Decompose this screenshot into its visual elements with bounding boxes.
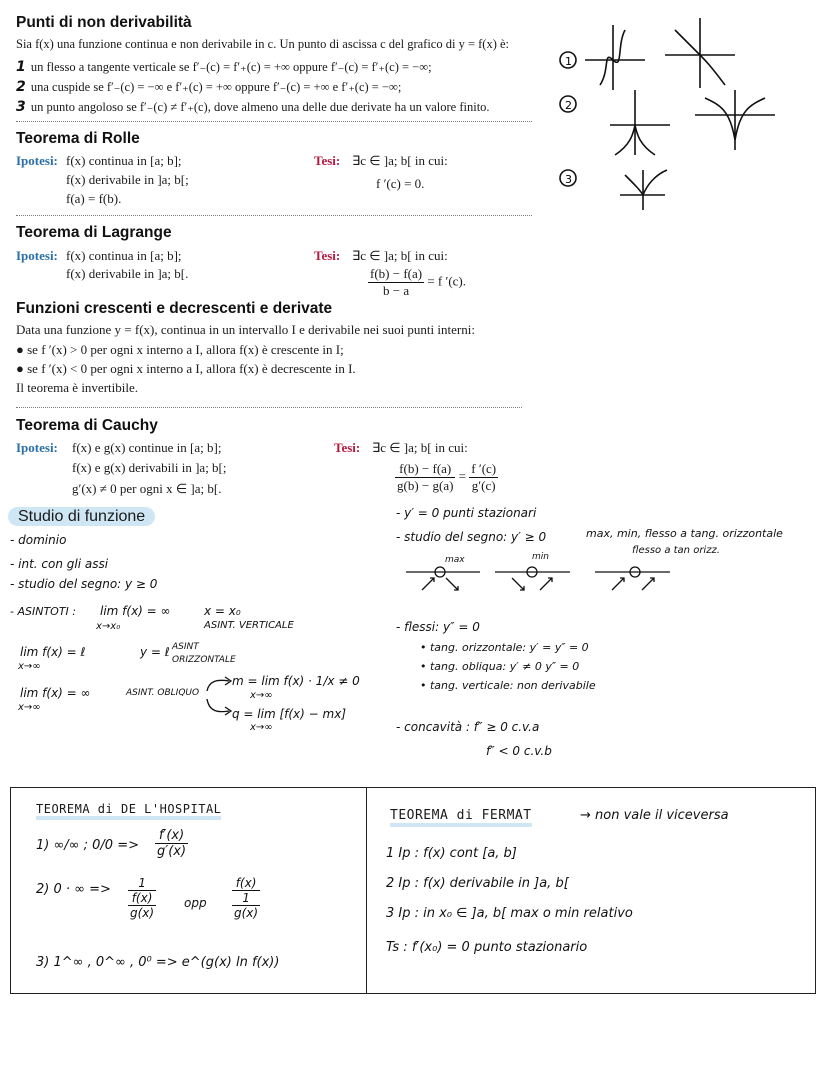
fraction-denominator: g(x) (234, 906, 259, 920)
fermat-title-text: TEOREMA di FERMAT (390, 808, 532, 827)
item-number: 2 (16, 79, 26, 95)
fraction-inner: 1 (232, 891, 260, 906)
min-label: min (532, 552, 549, 562)
horizontal-asymptote-eq: y = ℓ (140, 645, 170, 659)
item-text: un flesso a tangente verticale se f′₋(c) = f′₊(c) = +∞ oppure f′₋(c) = f′₊(c) = −∞; (30, 60, 432, 74)
inflection-vertical: • tang. verticale: non derivabile (420, 679, 596, 692)
oblique-limit: lim f(x) = ∞ (20, 686, 91, 700)
fermat-title (390, 808, 532, 823)
inflection-points: - flessi: y″ = 0 (396, 620, 480, 634)
inflection-horizontal: • tang. orizzontale: y′ = y″ = 0 (420, 641, 589, 654)
item-text: un punto angoloso se f′₋(c) ≠ f′₊(c), dove almeno una delle due derivate ha un valore finito. (30, 100, 490, 114)
monotonic-intro: Data una funzione y = f(x), continua in un intervallo I e derivabile nei suoi punti interni: (16, 322, 475, 337)
vertical-limit-sub: x→x₀ (96, 621, 121, 632)
equals-sign: = (458, 468, 467, 484)
derivative-sign-note: max, min, flesso a tang. orizzontale (586, 527, 783, 540)
angular-point-curve (625, 170, 667, 195)
fraction-denominator: b − a (382, 283, 410, 298)
rolle-thesis-2: f ′(c) = 0. (376, 176, 425, 191)
study-step-sign: - studio del segno: y ≥ 0 (10, 577, 158, 591)
lagrange-thesis-label: Tesi: (314, 248, 341, 263)
rolle-hypothesis-2: f(x) derivabile in ]a; b[; (66, 172, 189, 187)
fraction-denominator: g′(x) (157, 844, 187, 859)
hospital-or: opp (184, 896, 207, 910)
max-label: max (445, 555, 465, 565)
bullet-dot: ● (16, 361, 28, 376)
vertical-asymptote-eq: x = x₀ (204, 604, 241, 618)
rolle-title: Teorema di Rolle (16, 130, 140, 147)
function-study-title (8, 506, 155, 526)
hospital-title (36, 802, 221, 816)
fermat-hypothesis-1: 1 Ip : f(x) cont [a, b] (386, 846, 517, 861)
fraction-denominator: g′(c) (471, 478, 496, 493)
derivative-ratio (155, 828, 188, 859)
oblique-limit-sub: x→∞ (18, 702, 41, 713)
non-derivability-item-1 (16, 56, 432, 75)
down-arrow (446, 578, 458, 590)
up-arrow (612, 578, 624, 590)
vertical-limit: lim f(x) = ∞ (100, 604, 171, 618)
fermat-hypothesis-3: 3 Ip : in x₀ ∈ ]a, b[ max o min relativo (386, 906, 633, 921)
hospital-rule-2-form-1 (128, 876, 156, 920)
lagrange-title: Teorema di Lagrange (16, 224, 172, 241)
item-text: una cuspide se f′₋(c) = −∞ e f′₊(c) = +∞ oppure f′₋(c) = +∞ e f′₊(c) = −∞; (30, 80, 402, 94)
horizontal-limit-sub: x→∞ (18, 661, 41, 672)
lagrange-hypothesis-1: f(x) continua in [a; b]; (66, 248, 182, 263)
horizontal-asymptote-name-1: ASINT (172, 642, 199, 652)
up-arrow (540, 578, 552, 590)
inflection-oblique: • tang. obliqua: y′ ≠ 0 y″ = 0 (420, 660, 580, 673)
sketch-label-1: 1 (565, 55, 572, 68)
cauchy-hypothesis-2: f(x) e g(x) derivabili in ]a; b[; (72, 460, 227, 475)
hospital-rule-1: 1) ∞/∞ ; 0/0 => (36, 838, 139, 853)
sign-sketches (400, 560, 670, 598)
derivative-sign-note-2: flesso a tan orizz. (632, 545, 720, 556)
cauchy-thesis-label: Tesi: (334, 440, 361, 455)
fraction-denominator: g(b) − g(a) (397, 478, 454, 493)
rolle-hypothesis-3: f(a) = f(b). (66, 191, 122, 206)
cauchy-hypothesis-3: g′(x) ≠ 0 per ogni x ∈ ]a; b[. (72, 481, 222, 496)
rolle-hypothesis-1: f(x) continua in [a; b]; (66, 153, 182, 168)
monotonic-title: Funzioni crescenti e decrescenti e derivate (16, 300, 333, 317)
oblique-asymptote-name: ASINT. OBLIQUO (126, 688, 200, 698)
intercept-formula: q = lim [f(x) − mx] (232, 707, 346, 721)
fraction-denominator: g(x) (130, 906, 155, 920)
fraction-numerator: f(b) − f(a) (395, 461, 455, 478)
down-arrow (512, 578, 524, 590)
cauchy-hypothesis-1: f(x) e g(x) continue in [a; b]; (72, 440, 222, 455)
rolle-thesis-label: Tesi: (314, 153, 341, 168)
rolle-hypothesis-label: Ipotesi: (16, 153, 58, 168)
hospital-rule-3: 3) 1^∞ , 0^∞ , 0⁰ => e^(g(x) ln f(x)) (36, 955, 280, 970)
compound-fraction (232, 876, 260, 920)
fraction-numerator: 1 (128, 876, 156, 891)
fraction-inner: f(x) (128, 891, 156, 906)
bullet-dot: ● (16, 342, 28, 357)
cauchy-hypothesis-label: Ipotesi: (16, 440, 58, 455)
fraction-numerator: f′(x) (155, 828, 188, 844)
lagrange-hypothesis-2: f(x) derivabile in ]a; b[. (66, 266, 189, 281)
hospital-rule-2-form-2 (232, 876, 260, 920)
divider (16, 407, 522, 408)
non-derivability-title: Punti di non derivabilità (16, 14, 192, 31)
non-derivability-intro: Sia f(x) una funzione continua e non derivabile in c. Un punto di ascissa c del grafico di y = f(x) è: (16, 37, 510, 51)
lagrange-thesis-text: ∃c ∈ ]a; b[ in cui: (352, 248, 448, 263)
lagrange-hypothesis-label: Ipotesi: (16, 248, 58, 263)
item-number: 3 (16, 99, 26, 115)
fermat-thesis: Ts : f′(x₀) = 0 punto stazionario (386, 940, 588, 955)
hospital-title-text: TEOREMA di DE L'HOSPITAL (36, 802, 221, 820)
non-derivability-item-3 (16, 96, 490, 115)
up-arrow (422, 578, 434, 590)
horizontal-limit: lim f(x) = ℓ (20, 645, 86, 659)
slope-formula: m = lim f(x) · 1/x ≠ 0 (232, 674, 360, 688)
cauchy-title: Teorema di Cauchy (16, 417, 158, 434)
fraction-numerator: f ′(c) (471, 461, 497, 476)
lagrange-formula (368, 266, 466, 299)
vertical-asymptote-name: ASINT. VERTICALE (204, 620, 294, 631)
non-derivability-item-2 (16, 76, 401, 95)
cauchy-fraction-2 (469, 461, 498, 494)
monotonic-note: Il teorema è invertibile. (16, 380, 139, 395)
concavity-up: - concavità : f″ ≥ 0 c.v.a (396, 720, 540, 734)
non-derivability-sketches (555, 10, 815, 210)
sketch-label-2: 2 (565, 99, 572, 112)
horizontal-asymptote-name-2: ORIZZONTALE (172, 655, 236, 665)
stationary-points: - y′ = 0 punti stazionari (396, 506, 537, 520)
hospital-rule-1-result (155, 828, 188, 859)
asymptotes-label: - ASINTOTI : (10, 605, 76, 618)
divider (16, 121, 532, 122)
rolle-thesis-1: ∃c ∈ ]a; b[ in cui: (352, 153, 448, 168)
monotonic-bullet-2 (16, 361, 356, 377)
bullet-text: se f ′(x) > 0 per ogni x interno a I, allora f(x) è crescente in I; (27, 342, 344, 357)
cauchy-thesis-text: ∃c ∈ ]a; b[ in cui: (372, 440, 468, 455)
fraction-numerator: f(b) − f(a) (370, 266, 423, 281)
fraction-numerator: f(x) (232, 876, 260, 891)
hospital-rule-2: 2) 0 · ∞ => (36, 882, 111, 897)
fermat-hypothesis-2: 2 Ip : f(x) derivabile in ]a, b[ (386, 876, 569, 891)
lagrange-rhs: = f ′(c). (427, 273, 467, 289)
fermat-note: → non vale il viceversa (580, 808, 729, 823)
cauchy-fraction-1 (395, 461, 455, 494)
study-step-domain: - dominio (10, 533, 67, 547)
up-arrow (642, 578, 654, 590)
item-number: 1 (16, 59, 26, 75)
divider (16, 215, 532, 216)
sketch-label-3: 3 (565, 173, 572, 186)
bullet-text: se f ′(x) < 0 per ogni x interno a I, allora f(x) è decrescente in I. (27, 361, 356, 376)
monotonic-bullet-1 (16, 342, 344, 358)
compound-fraction (128, 876, 156, 920)
oblique-branch-arrows (205, 675, 235, 723)
function-study-title-text: Studio di funzione (8, 507, 155, 526)
lagrange-fraction (368, 266, 424, 299)
cauchy-formula (395, 461, 498, 494)
derivative-sign-study: - studio del segno: y′ ≥ 0 (396, 530, 547, 544)
slope-formula-sub: x→∞ (250, 690, 273, 701)
concavity-down: f″ < 0 c.v.b (486, 744, 552, 758)
intercept-formula-sub: x→∞ (250, 722, 273, 733)
study-step-intercepts: - int. con gli assi (10, 557, 109, 571)
